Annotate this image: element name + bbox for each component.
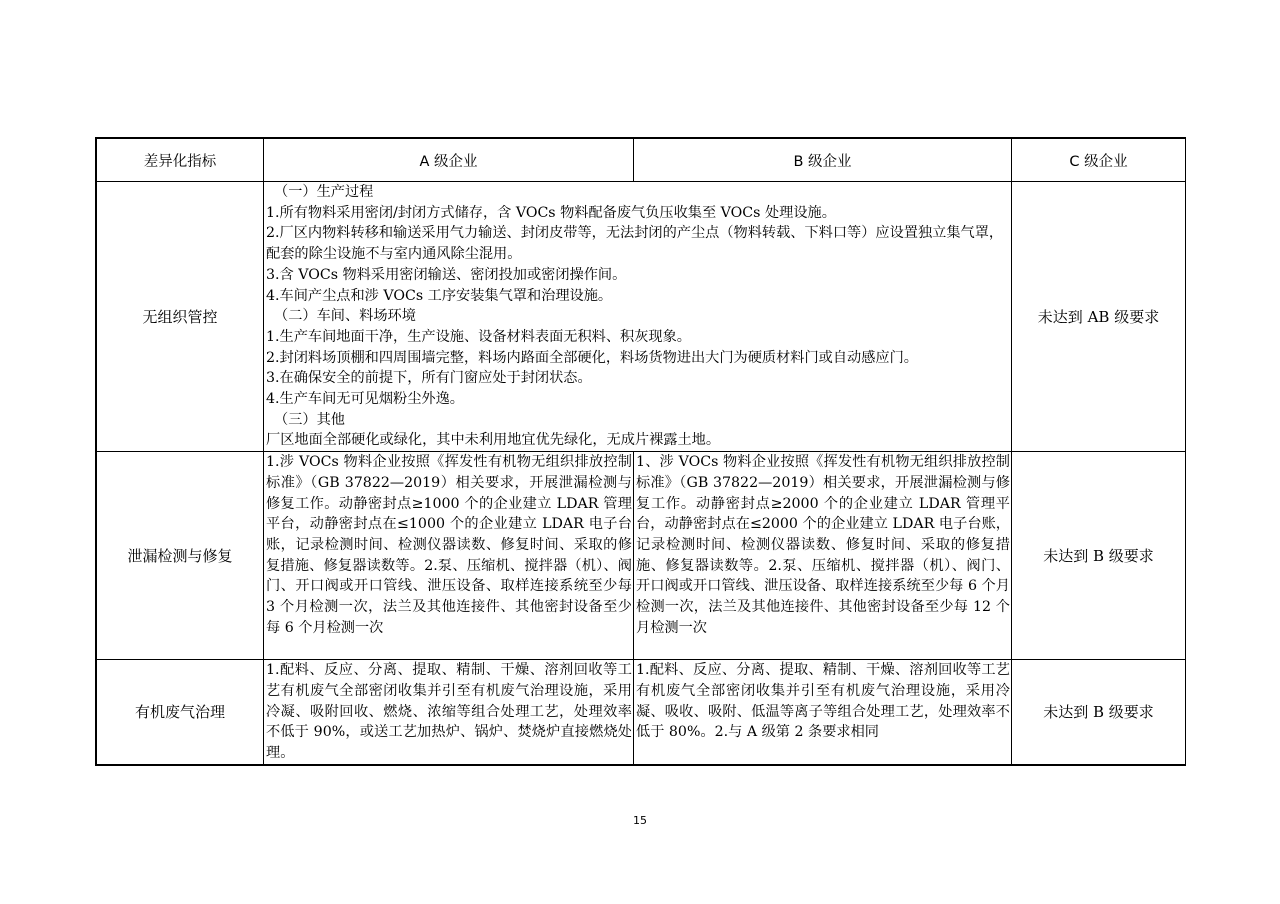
table-row <box>97 660 1186 765</box>
grade-c-cell: 未达到 AB 级要求 <box>1012 182 1186 452</box>
table-row <box>97 182 1186 452</box>
grade-c-cell: 未达到 B 级要求 <box>1012 660 1186 765</box>
requirement-line: 2.厂区内物料转移和输送采用气力输送、封闭皮带等，无法封闭的产尘点（物料转载、下料口等）应设置独立集气罩，配套的除尘设施不与室内通风除尘混用。 <box>266 225 1004 263</box>
requirement-line: 4.生产车间无可见烟粉尘外逸。 <box>266 391 464 408</box>
grade-a-cell <box>264 452 634 660</box>
grade-a-cell <box>264 660 634 765</box>
indicator-cell: 无组织管控 <box>97 182 264 452</box>
header-grade-c: C 级企业 <box>1012 139 1186 182</box>
page-number: 15 <box>633 814 647 827</box>
indicator-cell: 有机废气治理 <box>97 660 264 765</box>
section-heading: （二）车间、料场环境 <box>274 308 416 325</box>
table-row <box>97 452 1186 660</box>
merged-ab-requirements <box>264 182 1012 452</box>
indicator-cell: 泄漏检测与修复 <box>97 452 264 660</box>
requirement-line: 3.含 VOCs 物料采用密闭输送、密闭投加或密闭操作间。 <box>266 266 627 283</box>
section-heading: （一）生产过程 <box>274 184 374 200</box>
criteria-table <box>96 138 1186 765</box>
grade-a-text: 1.配料、反应、分离、提取、精制、干燥、溶剂回收等工艺有机废气全部密闭收集并引至有机废气治理设施，采用冷凝、吸附回收、燃烧、浓缩等组合处理工艺，处理效率不低于 90%，或送工艺加热炉、锅炉、焚烧炉直接燃烧处理。 <box>266 662 632 761</box>
requirement-line: 1.生产车间地面干净，生产设施、设备材料表面无积料、积灰现象。 <box>266 328 691 345</box>
grade-c-cell: 未达到 B 级要求 <box>1012 452 1186 660</box>
criteria-table-frame <box>95 137 1186 766</box>
requirement-line: 2.封闭料场顶棚和四周围墙完整，料场内路面全部硬化，料场货物进出大门为硬质材料门或自动感应门。 <box>266 349 918 366</box>
grade-a-text: 1.涉 VOCs 物料企业按照《挥发性有机物无组织排放控制标准》（GB 37822—2019）相关要求，开展泄漏检测与修复工作。动静密封点≥1000 个的企业建立 LDAR 管理平台，动静密封点在≤1000 个的企业建立 LDAR 电子台账，记录检测时间、检测仪器读数、修复时间、采取的修复措施、修复器读数等。2.泵、压缩机、搅拌器（机）、阀门、开口阀或开口管线、泄压设备、取样连接系统至少每 3 个月检测一次，法兰及其他连接件、其他密封设备至少每 6 个月检测一次 <box>266 454 632 636</box>
requirement-line: 3.在确保安全的前提下，所有门窗应处于封闭状态。 <box>266 370 592 387</box>
grade-b-cell <box>634 660 1012 765</box>
section-heading: （三）其他 <box>274 411 345 428</box>
grade-b-text: 1、涉 VOCs 物料企业按照《挥发性有机物无组织排放控制标准》（GB 37822—2019）相关要求，开展泄漏检测与修复工作。动静密封点≥2000 个的企业建立 LDAR 管理平台，动静密封点在≤2000 个的企业建立 LDAR 电子台账，记录检测时间、检测仪器读数、修复时间、采取的修复措施、修复器读数等。2.泵、压缩机、搅拌器（机）、阀门、开口阀或开口管线、泄压设备、取样连接系统至少每 6 个月检测一次，法兰及其他连接件、其他密封设备至少每 12 个月检测一次 <box>636 454 1010 636</box>
requirement-line: 4.车间产尘点和涉 VOCs 工序安装集气罩和治理设施。 <box>266 287 613 304</box>
header-grade-a: A 级企业 <box>264 139 634 182</box>
requirement-line: 厂区地面全部硬化或绿化，其中未利用地宜优先绿化，无成片裸露土地。 <box>266 432 721 449</box>
header-indicator: 差异化指标 <box>97 139 264 182</box>
grade-b-text: 1.配料、反应、分离、提取、精制、干燥、溶剂回收等工艺有机废气全部密闭收集并引至有机废气治理设施，采用冷凝、吸收、吸附、低温等离子等组合处理工艺，处理效率不低于 80%。2.与 A 级第 2 条要求相同 <box>636 662 1010 741</box>
merged-requirements-text <box>264 182 1011 451</box>
requirement-line: 1.所有物料采用密闭/封闭方式储存，含 VOCs 物料配备废气负压收集至 VOCs 处理设施。 <box>266 204 836 221</box>
header-grade-b: B 级企业 <box>634 139 1012 182</box>
header-row <box>97 139 1186 182</box>
grade-b-cell <box>634 452 1012 660</box>
